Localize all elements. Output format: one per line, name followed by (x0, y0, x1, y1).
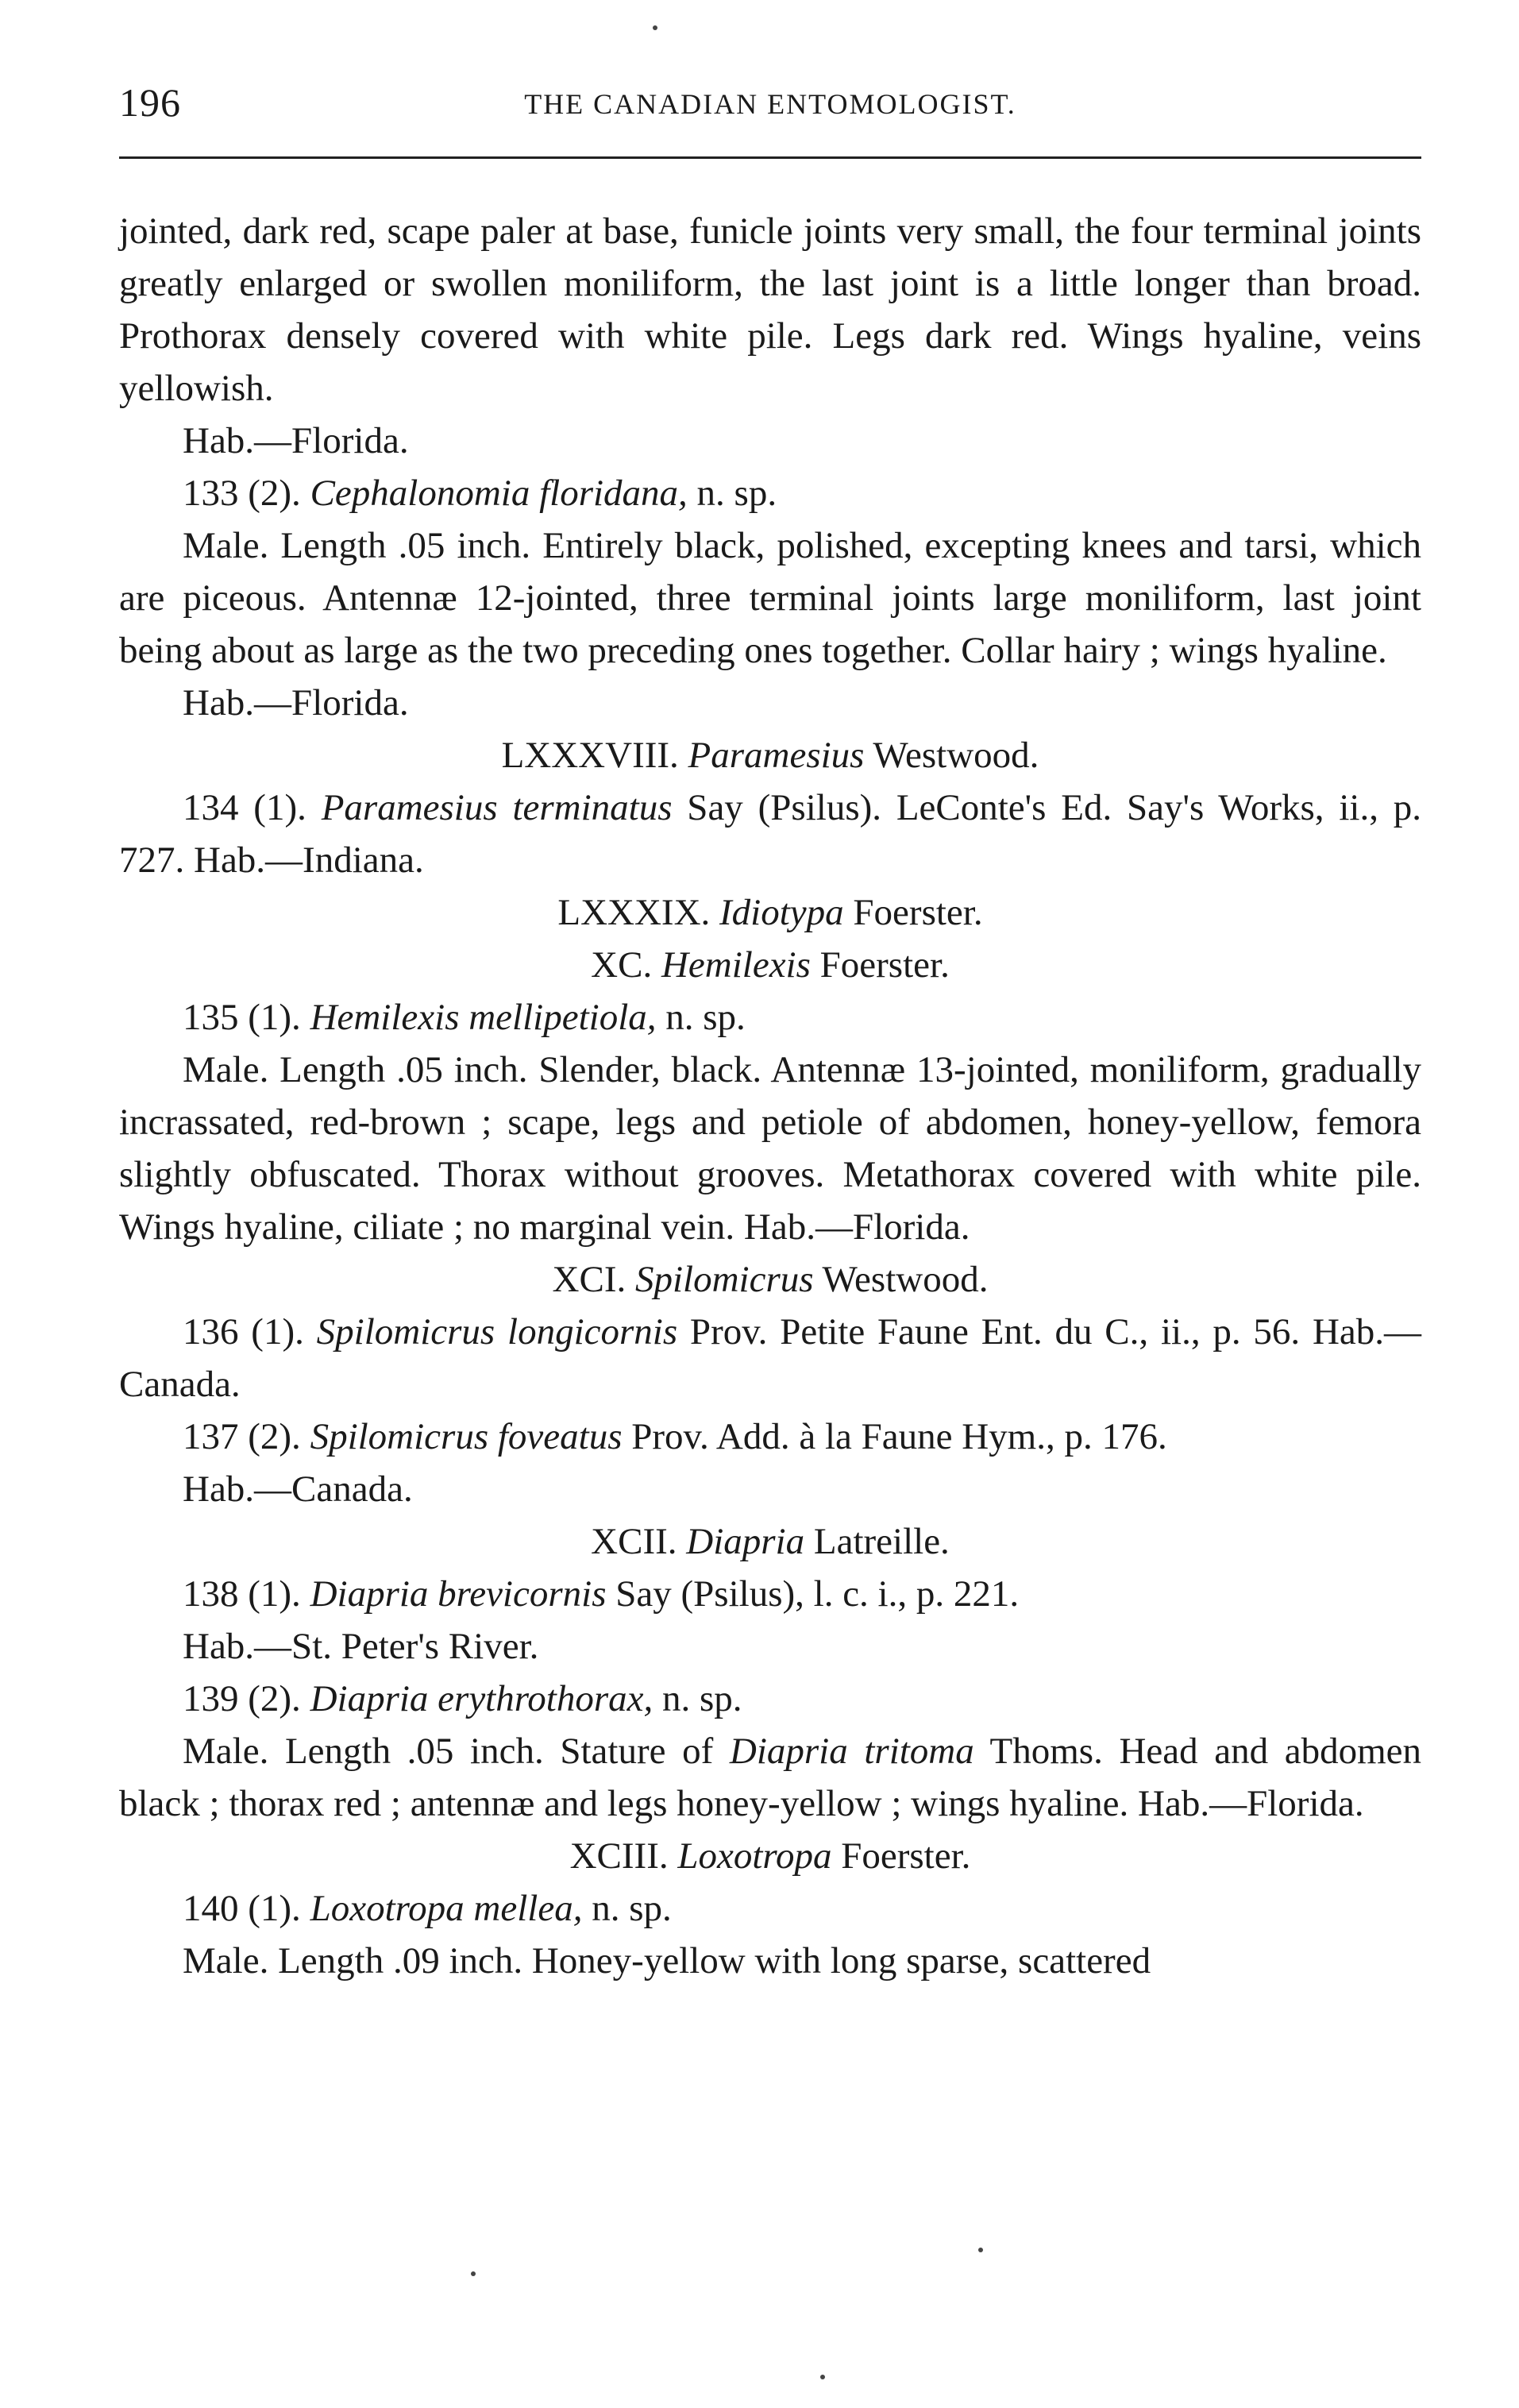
species-entry-135 (119, 991, 1421, 1044)
genus-heading-90 (119, 939, 1421, 991)
genus-author: Foerster. (843, 892, 983, 933)
genus-number: XCIII. (569, 1835, 669, 1877)
habitat-line: Hab.—St. Peter's River. (183, 1626, 539, 1667)
genus-heading-89 (119, 886, 1421, 939)
species-name: Paramesius terminatus (321, 787, 673, 828)
genus-name: Paramesius (688, 735, 865, 776)
species-number: 140 (1). (183, 1888, 301, 1929)
species-number: 139 (2). (183, 1678, 301, 1719)
species-note: Say (Psilus), l. c. i., p. 221. (606, 1573, 1020, 1615)
species-note: Prov. Add. à la Faune Hym., p. 176. (622, 1416, 1167, 1457)
species-description (119, 1725, 1421, 1830)
species-name: Spilomicrus longicornis (316, 1311, 678, 1353)
species-note: Prov. Petite Faune Ent. du C., ii., p. 56. Hab.—Canada. (119, 1311, 1422, 1405)
genus-name: Spilomicrus (634, 1259, 814, 1300)
genus-number: XCI. (552, 1259, 626, 1300)
genus-heading-88 (119, 729, 1421, 781)
species-number: 133 (2). (183, 473, 301, 514)
genus-number: XCII. (591, 1521, 677, 1562)
species-note: Say (Psilus). LeConte's Ed. Say's Works, ii., p. 727. Hab.—Indiana. (119, 787, 1421, 881)
species-description: Male. Length .09 inch. Honey-yellow with long sparse, scattered (183, 1940, 1151, 1982)
print-speck (653, 25, 657, 30)
species-number: 137 (2). (183, 1416, 301, 1457)
species-entry-136 (119, 1306, 1421, 1410)
description-text: Thoms. Head and abdomen black ; thorax red ; antennæ and legs honey-yellow ; wings hyaline. Hab.—Florida. (119, 1731, 1421, 1824)
genus-name: Hemilexis (661, 944, 811, 986)
habitat-line: Hab.—Florida. (183, 682, 409, 724)
species-entry-134 (119, 781, 1421, 886)
species-description: Male. Length .05 inch. Entirely black, polished, excepting knees and tarsi, which are piceous. Antennæ 12-jointed, three terminal joints large moniliform, last joint being about as large as the two preceding ones together. Collar hairy ; wings hyaline. (119, 525, 1421, 671)
species-number: 135 (1). (183, 997, 301, 1038)
genus-number: XC. (591, 944, 653, 986)
genus-author: Foerster. (831, 1835, 971, 1877)
genus-author: Westwood. (813, 1259, 989, 1300)
body-text (119, 205, 1421, 1987)
habitat-line: Hab.—Florida. (183, 420, 409, 461)
page-number: 196 (119, 80, 181, 125)
habitat-line: Hab.—Canada. (183, 1468, 413, 1510)
species-note: n. sp. (656, 997, 746, 1038)
genus-heading-91 (119, 1253, 1421, 1306)
description-text: Male. Length .05 inch. Stature of (183, 1731, 730, 1772)
genus-author: Foerster. (810, 944, 950, 986)
genus-number: LXXXIX. (557, 892, 711, 933)
print-speck (978, 2248, 983, 2252)
genus-author: Westwood. (864, 735, 1039, 776)
compared-species-name: Diapria tritoma (729, 1731, 974, 1772)
print-speck (471, 2271, 476, 2276)
species-entry-137 (119, 1410, 1421, 1463)
species-note: n. sp. (687, 473, 777, 514)
species-number: 136 (1). (183, 1311, 304, 1353)
genus-number: LXXXVIII. (501, 735, 679, 776)
species-name: Spilomicrus foveatus (310, 1416, 623, 1457)
genus-heading-92 (119, 1515, 1421, 1568)
genus-name: Loxotropa (677, 1835, 832, 1877)
species-entry-140 (119, 1882, 1421, 1935)
species-number: 138 (1). (183, 1573, 301, 1615)
header-rule (119, 156, 1421, 159)
print-speck (820, 2375, 825, 2379)
species-name: Loxotropa mellea, (310, 1888, 583, 1929)
species-entry-138 (119, 1568, 1421, 1620)
genus-author: Latreille. (804, 1521, 950, 1562)
species-name: Cephalonomia floridana, (310, 473, 688, 514)
species-entry-133 (119, 467, 1421, 519)
genus-name: Diapria (686, 1521, 805, 1562)
genus-name: Idiotypa (719, 892, 844, 933)
species-note: n. sp. (582, 1888, 672, 1929)
genus-heading-93 (119, 1830, 1421, 1882)
page-header (119, 79, 1421, 143)
running-head: THE CANADIAN ENTOMOLOGIST. (524, 88, 1016, 120)
species-description: Male. Length .05 inch. Slender, black. Antennæ 13-jointed, moniliform, gradually incrassated, red-brown ; scape, legs and petiole of abdomen, honey-yellow, femora slightly obfuscated. Thorax without grooves. Metathorax covered with white pile. Wings hyaline, ciliate ; no marginal vein. Hab.—Florida. (119, 1049, 1421, 1248)
species-name: Diapria erythrothorax, (310, 1678, 653, 1719)
species-name: Hemilexis mellipetiola, (310, 997, 657, 1038)
species-name: Diapria brevicornis (310, 1573, 607, 1615)
species-note: n. sp. (653, 1678, 742, 1719)
species-number: 134 (1). (183, 787, 306, 828)
paragraph-continued: jointed, dark red, scape paler at base, funicle joints very small, the four terminal joints greatly enlarged or swollen moniliform, the last joint is a little longer than broad. Prothorax densely covered with white pile. Legs dark red. Wings hyaline, veins yellowish. (119, 210, 1421, 409)
species-entry-139 (119, 1673, 1421, 1725)
